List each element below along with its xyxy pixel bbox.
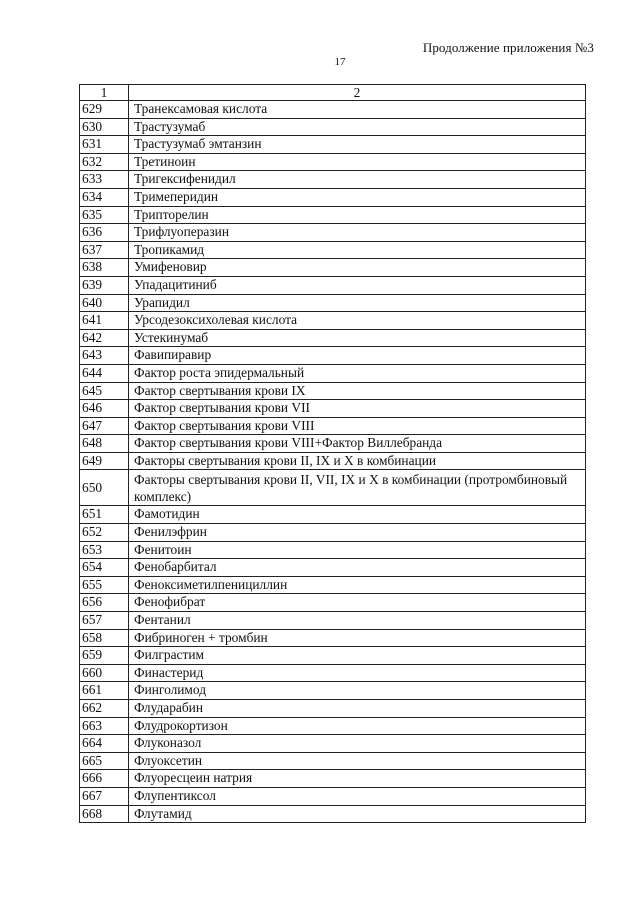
table-body bbox=[80, 101, 586, 823]
row-number-cell: 633 bbox=[80, 171, 129, 189]
table-row bbox=[80, 647, 586, 665]
table-row bbox=[80, 594, 586, 612]
drug-name-cell: Финастерид bbox=[129, 664, 586, 682]
table-row bbox=[80, 364, 586, 382]
drug-name-cell: Феноксиметилпенициллин bbox=[129, 576, 586, 594]
row-number-cell: 657 bbox=[80, 612, 129, 630]
row-number-cell: 667 bbox=[80, 787, 129, 805]
table-row bbox=[80, 629, 586, 647]
row-number-cell: 664 bbox=[80, 735, 129, 753]
table-row bbox=[80, 312, 586, 330]
drug-name-cell: Флупентиксол bbox=[129, 787, 586, 805]
drug-name-cell: Урапидил bbox=[129, 294, 586, 312]
table-row bbox=[80, 329, 586, 347]
page-number: 17 bbox=[334, 56, 346, 68]
drug-name-cell: Транексамовая кислота bbox=[129, 101, 586, 119]
table-row bbox=[80, 700, 586, 718]
table-row bbox=[80, 664, 586, 682]
drug-name-cell: Фамотидин bbox=[129, 506, 586, 524]
drug-name-cell: Третиноин bbox=[129, 153, 586, 171]
table-row bbox=[80, 541, 586, 559]
table-row bbox=[80, 506, 586, 524]
drug-name-cell: Фавипиравир bbox=[129, 347, 586, 365]
table-row bbox=[80, 382, 586, 400]
table-row bbox=[80, 576, 586, 594]
table-row bbox=[80, 435, 586, 453]
drug-name-cell: Упадацитиниб bbox=[129, 276, 586, 294]
row-number-cell: 656 bbox=[80, 594, 129, 612]
row-number-cell: 637 bbox=[80, 241, 129, 259]
row-number-cell: 659 bbox=[80, 647, 129, 665]
table-row bbox=[80, 259, 586, 277]
drug-name-cell: Флутамид bbox=[129, 805, 586, 823]
drug-name-cell: Фенилэфрин bbox=[129, 524, 586, 542]
row-number-cell: 645 bbox=[80, 382, 129, 400]
row-number-cell: 651 bbox=[80, 506, 129, 524]
row-number-cell: 643 bbox=[80, 347, 129, 365]
drug-name-cell: Филграстим bbox=[129, 647, 586, 665]
row-number-cell: 660 bbox=[80, 664, 129, 682]
drug-name-cell: Трастузумаб эмтанзин bbox=[129, 136, 586, 154]
row-number-cell: 629 bbox=[80, 101, 129, 119]
row-number-cell: 631 bbox=[80, 136, 129, 154]
drug-name-cell: Флудрокортизон bbox=[129, 717, 586, 735]
drug-name-cell: Фактор свертывания крови VIII bbox=[129, 417, 586, 435]
table-row bbox=[80, 470, 586, 506]
row-number-cell: 646 bbox=[80, 400, 129, 418]
drug-list-table bbox=[79, 84, 586, 823]
row-number-cell: 668 bbox=[80, 805, 129, 823]
row-number-cell: 652 bbox=[80, 524, 129, 542]
drug-name-cell: Трифлуоперазин bbox=[129, 224, 586, 242]
table-header-row bbox=[80, 85, 586, 101]
column-header-name: 2 bbox=[129, 85, 586, 101]
drug-name-cell: Факторы свертывания крови II, VII, IX и X в комбинации (протромбиновый комплекс) bbox=[129, 470, 586, 506]
table-row bbox=[80, 347, 586, 365]
table-row bbox=[80, 294, 586, 312]
table-row bbox=[80, 612, 586, 630]
row-number-cell: 648 bbox=[80, 435, 129, 453]
table-row bbox=[80, 752, 586, 770]
drug-name-cell: Фактор роста эпидермальный bbox=[129, 364, 586, 382]
table-row bbox=[80, 136, 586, 154]
column-header-number: 1 bbox=[80, 85, 129, 101]
table-header bbox=[80, 85, 586, 101]
drug-name-cell: Урсодезоксихолевая кислота bbox=[129, 312, 586, 330]
row-number-cell: 630 bbox=[80, 118, 129, 136]
row-number-cell: 663 bbox=[80, 717, 129, 735]
row-number-cell: 650 bbox=[80, 470, 129, 506]
row-number-cell: 639 bbox=[80, 276, 129, 294]
drug-name-cell: Финголимод bbox=[129, 682, 586, 700]
drug-name-cell: Тропикамид bbox=[129, 241, 586, 259]
drug-name-cell: Трипторелин bbox=[129, 206, 586, 224]
drug-name-cell: Фибриноген + тромбин bbox=[129, 629, 586, 647]
table-row bbox=[80, 188, 586, 206]
row-number-cell: 634 bbox=[80, 188, 129, 206]
table-row bbox=[80, 417, 586, 435]
table-row bbox=[80, 559, 586, 577]
row-number-cell: 655 bbox=[80, 576, 129, 594]
table-row bbox=[80, 171, 586, 189]
table-row bbox=[80, 805, 586, 823]
drug-name-cell: Фенитоин bbox=[129, 541, 586, 559]
row-number-cell: 647 bbox=[80, 417, 129, 435]
table-row bbox=[80, 717, 586, 735]
table-row bbox=[80, 241, 586, 259]
row-number-cell: 661 bbox=[80, 682, 129, 700]
table-row bbox=[80, 682, 586, 700]
row-number-cell: 662 bbox=[80, 700, 129, 718]
drug-name-cell: Флуконазол bbox=[129, 735, 586, 753]
drug-name-cell: Флударабин bbox=[129, 700, 586, 718]
table-row bbox=[80, 770, 586, 788]
row-number-cell: 649 bbox=[80, 452, 129, 470]
row-number-cell: 640 bbox=[80, 294, 129, 312]
row-number-cell: 641 bbox=[80, 312, 129, 330]
row-number-cell: 653 bbox=[80, 541, 129, 559]
table-row bbox=[80, 276, 586, 294]
drug-name-cell: Факторы свертывания крови II, IX и X в комбинации bbox=[129, 452, 586, 470]
drug-name-cell: Фактор свертывания крови IX bbox=[129, 382, 586, 400]
table-row bbox=[80, 153, 586, 171]
row-number-cell: 658 bbox=[80, 629, 129, 647]
drug-name-cell: Тригексифенидил bbox=[129, 171, 586, 189]
row-number-cell: 644 bbox=[80, 364, 129, 382]
drug-name-cell: Флуоресцеин натрия bbox=[129, 770, 586, 788]
drug-name-cell: Фенобарбитал bbox=[129, 559, 586, 577]
table-row bbox=[80, 787, 586, 805]
row-number-cell: 632 bbox=[80, 153, 129, 171]
table-row bbox=[80, 118, 586, 136]
row-number-cell: 666 bbox=[80, 770, 129, 788]
row-number-cell: 665 bbox=[80, 752, 129, 770]
row-number-cell: 636 bbox=[80, 224, 129, 242]
drug-name-cell: Умифеновир bbox=[129, 259, 586, 277]
table-row bbox=[80, 206, 586, 224]
table-row bbox=[80, 224, 586, 242]
drug-name-cell: Тримеперидин bbox=[129, 188, 586, 206]
appendix-continuation-note: Продолжение приложения №3 bbox=[422, 40, 594, 55]
row-number-cell: 635 bbox=[80, 206, 129, 224]
drug-name-cell: Фенофибрат bbox=[129, 594, 586, 612]
table-row bbox=[80, 452, 586, 470]
row-number-cell: 638 bbox=[80, 259, 129, 277]
table-row bbox=[80, 101, 586, 119]
row-number-cell: 642 bbox=[80, 329, 129, 347]
drug-name-cell: Фактор свертывания крови VII bbox=[129, 400, 586, 418]
drug-name-cell: Фактор свертывания крови VIII+Фактор Виллебранда bbox=[129, 435, 586, 453]
table-row bbox=[80, 524, 586, 542]
row-number-cell: 654 bbox=[80, 559, 129, 577]
drug-name-cell: Флуоксетин bbox=[129, 752, 586, 770]
drug-name-cell: Фентанил bbox=[129, 612, 586, 630]
table-row bbox=[80, 735, 586, 753]
drug-name-cell: Устекинумаб bbox=[129, 329, 586, 347]
drug-name-cell: Трастузумаб bbox=[129, 118, 586, 136]
table-row bbox=[80, 400, 586, 418]
